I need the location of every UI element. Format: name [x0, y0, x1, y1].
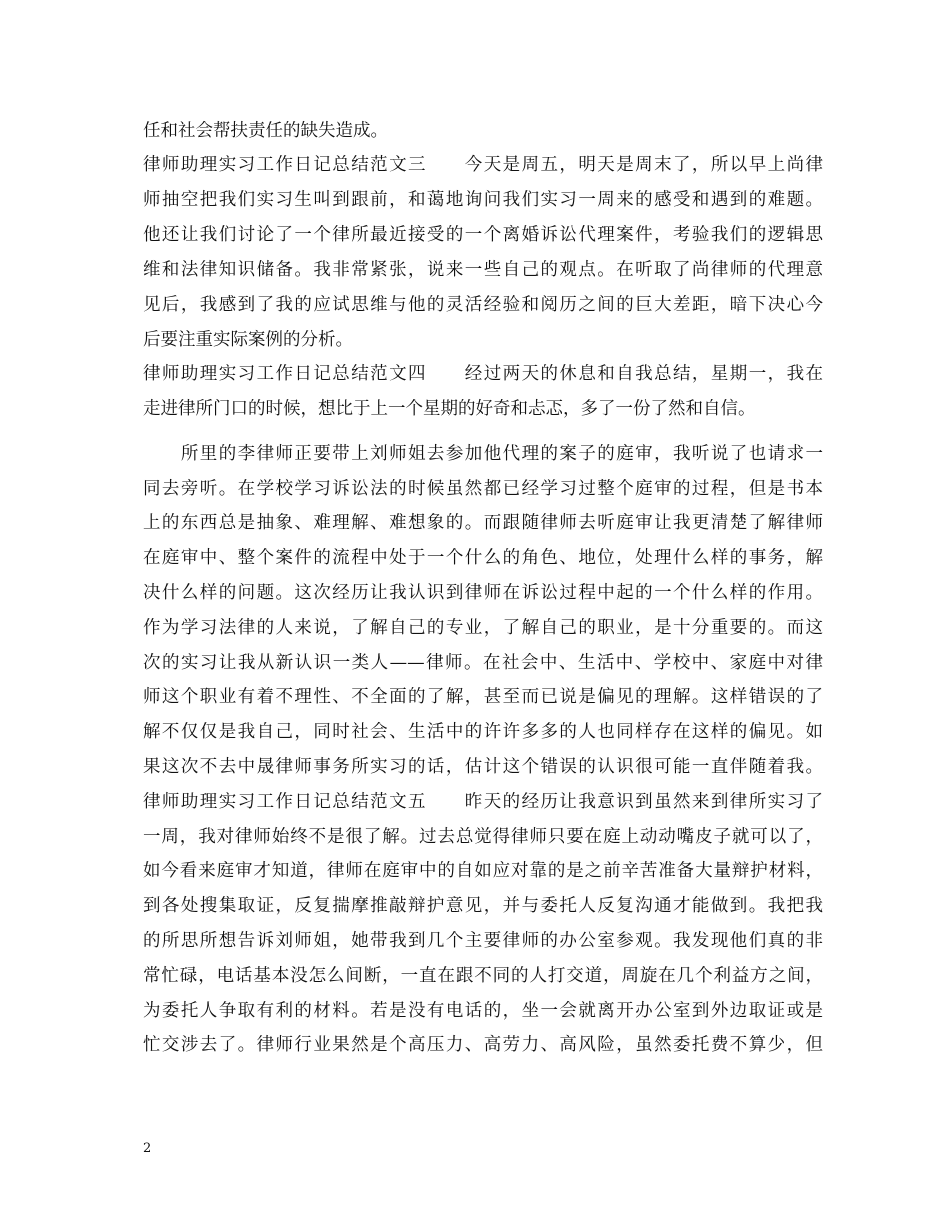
text-line: 律师助理实习工作日记总结范文四 经过两天的休息和自我总结，星期一，我在	[143, 364, 823, 384]
text-line: 见后，我感到了我的应试思维与他的灵活经验和阅历之间的巨大差距，暗下决心今	[143, 295, 823, 315]
text-line: 任和社会帮扶责任的缺失造成。	[143, 121, 388, 141]
text-line: 师抽空把我们实习生叫到跟前，和蔼地询问我们实习一周来的感受和遇到的难题。	[143, 190, 823, 210]
text-line: 决什么样的问题。这次经历让我认识到律师在诉讼过程中起的一个什么样的作用。	[143, 583, 823, 603]
text-line: 律师助理实习工作日记总结范文五 昨天的经历让我意识到虽然来到律所实习了	[143, 792, 823, 812]
text-line: 次的实习让我从新认识一类人——律师。在社会中、生活中、学校中、家庭中对律	[143, 653, 823, 673]
text-line: 的所思所想告诉刘师姐，她带我到几个主要律师的办公室参观。我发现他们真的非	[143, 931, 823, 951]
text-line: 解不仅仅是我自己，同时社会、生活中的许许多多的人也同样存在这样的偏见。如	[143, 722, 823, 742]
text-line: 忙交涉去了。律师行业果然是个高压力、高劳力、高风险，虽然委托费不算少，但	[143, 1035, 823, 1055]
text-line: 律师助理实习工作日记总结范文三 今天是周五，明天是周末了，所以早上尚律	[143, 155, 823, 175]
text-line: 如今看来庭审才知道，律师在庭审中的自如应对靠的是之前辛苦准备大量辩护材料，	[143, 861, 823, 881]
text-line: 一周，我对律师始终不是很了解。过去总觉得律师只要在庭上动动嘴皮子就可以了，	[143, 827, 823, 847]
text-line: 后要注重实际案例的分析。	[143, 330, 353, 350]
text-line: 果这次不去中晟律师事务所实习的话，估计这个错误的认识很可能一直伴随着我。	[143, 757, 823, 777]
text-line: 为委托人争取有利的材料。若是没有电话的，坐一会就离开办公室到外边取证或是	[143, 1001, 823, 1021]
text-line: 常忙碌，电话基本没怎么间断，一直在跟不同的人打交道，周旋在几个利益方之间，	[143, 966, 823, 986]
text-line: 走进律所门口的时候，想比于上一个星期的好奇和忐忑，多了一份了然和自信。	[143, 399, 756, 419]
text-line: 上的东西总是抽象、难理解、难想象的。而跟随律师去听庭审让我更清楚了解律师	[143, 513, 823, 533]
text-line: 在庭审中、整个案件的流程中处于一个什么的角色、地位，处理什么样的事务，解	[143, 548, 823, 568]
page-number: 2	[143, 1141, 152, 1156]
text-line: 同去旁听。在学校学习诉讼法的时候虽然都已经学习过整个庭审的过程，但是书本	[143, 479, 823, 499]
text-line: 所里的李律师正要带上刘师姐去参加他代理的案子的庭审，我听说了也请求一	[143, 444, 823, 464]
text-line: 作为学习法律的人来说，了解自己的专业，了解自己的职业，是十分重要的。而这	[143, 618, 823, 638]
text-line: 到各处搜集取证，反复揣摩推敲辩护意见，并与委托人反复沟通才能做到。我把我	[143, 896, 823, 916]
text-line: 师这个职业有着不理性、不全面的了解，甚至而已说是偏见的理解。这样错误的了	[143, 687, 823, 707]
text-line: 维和法律知识储备。我非常紧张，说来一些自己的观点。在听取了尚律师的代理意	[143, 260, 823, 280]
text-line: 他还让我们讨论了一个律所最近接受的一个离婚诉讼代理案件，考验我们的逻辑思	[143, 225, 823, 245]
